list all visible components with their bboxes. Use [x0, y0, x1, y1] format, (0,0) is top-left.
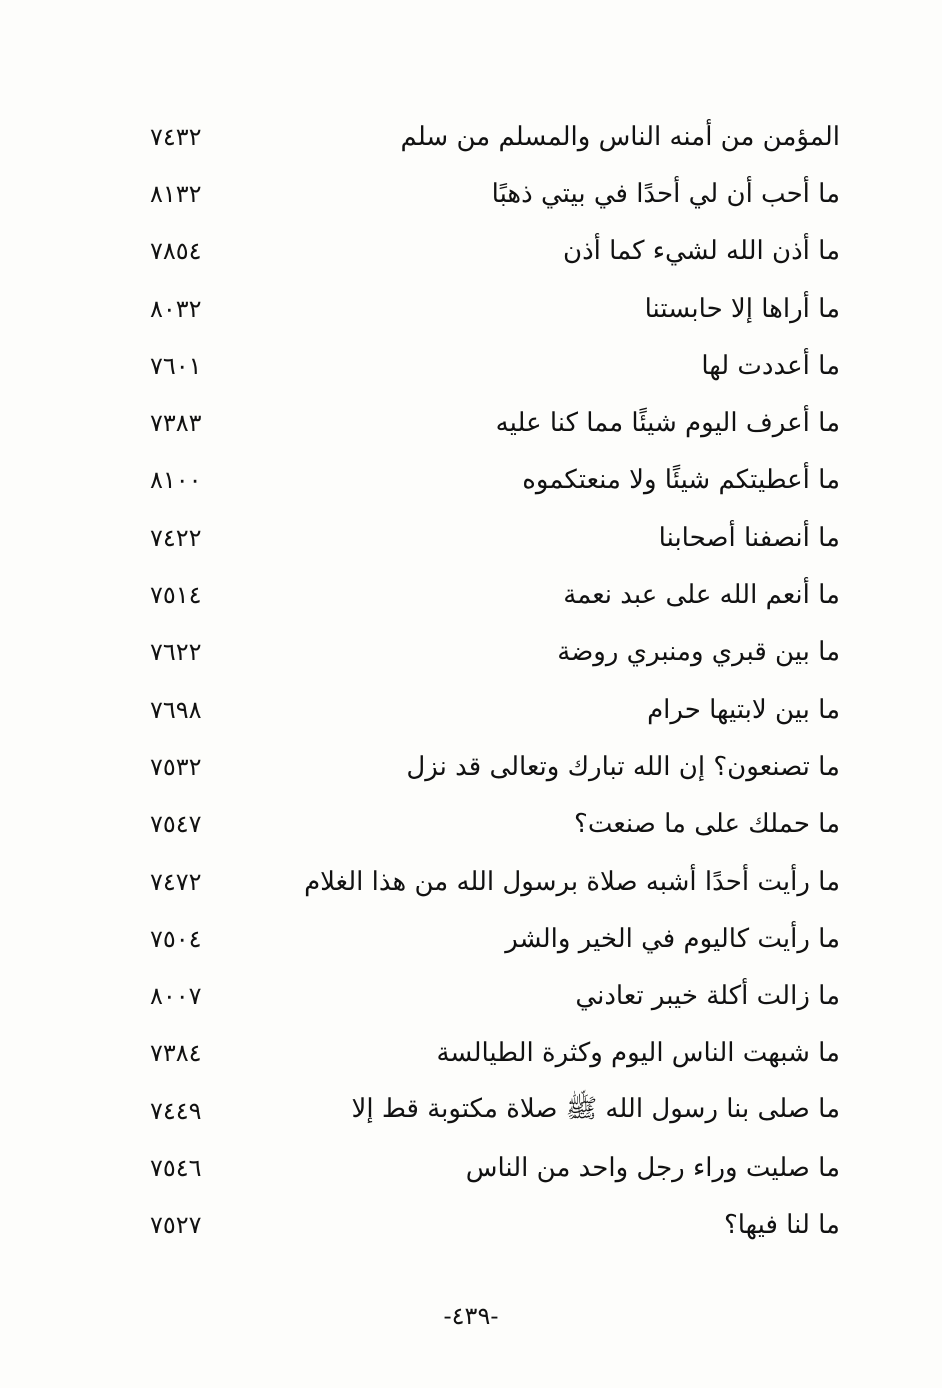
- index-entry: [150, 681, 840, 738]
- index-entry: [150, 738, 840, 795]
- entry-phrase: ما زالت أكلة خيبر تعادني: [575, 981, 840, 1012]
- entry-number: ٨١٠٠: [150, 466, 202, 495]
- entry-number: ٧٥٣٢: [150, 752, 202, 781]
- index-entry: [150, 566, 840, 623]
- entry-phrase: ما صليت وراء رجل واحد من الناس: [465, 1152, 840, 1183]
- entry-number: ٧٣٨٣: [150, 409, 202, 438]
- index-entry: [150, 223, 840, 280]
- index-entry: [150, 796, 840, 853]
- entry-number: ٨٠٠٧: [150, 982, 202, 1011]
- entry-number: ٧٨٥٤: [150, 237, 202, 266]
- index-entry: [150, 280, 840, 337]
- entry-number: ٧٥٠٤: [150, 924, 202, 953]
- entry-phrase: ما رأيت كاليوم في الخير والشر: [505, 923, 840, 954]
- entry-phrase: ما أراها إلا حابستنا: [644, 293, 840, 324]
- index-entry: [150, 967, 840, 1024]
- entry-phrase: ما أحب أن لي أحدًا في بيتي ذهبًا: [491, 178, 840, 209]
- entry-number: ٧٥٤٧: [150, 810, 202, 839]
- entry-number: ٧٤٤٩: [150, 1096, 202, 1125]
- entry-number: ٧٥٢٧: [150, 1211, 202, 1240]
- index-entry: [150, 509, 840, 566]
- entry-number: ٧٦٢٢: [150, 638, 202, 667]
- entry-phrase: ما أذن الله لشيء كما أذن: [563, 236, 840, 267]
- entry-number: ٧٦٩٨: [150, 695, 202, 724]
- index-entry: [150, 1139, 840, 1196]
- entry-number: ٧٦٠١: [150, 351, 202, 380]
- entry-number: ٨٠٣٢: [150, 294, 202, 323]
- index-entry: [150, 853, 840, 910]
- entry-phrase: ما حملك على ما صنعت؟: [574, 809, 840, 840]
- entry-phrase: ما تصنعون؟ إن الله تبارك وتعالى قد نزل: [406, 751, 840, 782]
- entry-phrase: ما بين قبري ومنبري روضة: [557, 637, 840, 668]
- entry-number: ٧٥٤٦: [150, 1153, 202, 1182]
- index-entry: [150, 910, 840, 967]
- index-entry: [150, 1025, 840, 1082]
- entry-number: ٧٣٨٤: [150, 1039, 202, 1068]
- index-entry: [150, 165, 840, 222]
- entry-phrase: ما صلى بنا رسول الله ﷺ صلاة مكتوبة قط إلا: [351, 1093, 840, 1124]
- index-entry: [150, 1082, 840, 1139]
- entry-phrase: ما بين لابتيها حرام: [647, 694, 840, 725]
- entry-phrase: ما رأيت أحدًا أشبه صلاة برسول الله من هذا الغلام: [304, 866, 840, 897]
- index-entry: [150, 394, 840, 451]
- entry-number: ٧٤٧٢: [150, 867, 202, 896]
- entry-phrase: ما لنا فيها؟: [723, 1210, 840, 1241]
- page-number: -٤٣٩-: [443, 1302, 499, 1330]
- index-entry: [150, 108, 840, 165]
- index-entry: [150, 337, 840, 394]
- entry-number: ٧٤٣٢: [150, 122, 202, 151]
- index-entry: [150, 1197, 840, 1254]
- index-list: [150, 108, 840, 1254]
- entry-phrase: ما أعددت لها: [701, 350, 840, 381]
- entry-phrase: المؤمن من أمنه الناس والمسلم من سلم: [400, 121, 840, 152]
- entry-number: ٧٤٢٢: [150, 523, 202, 552]
- entry-number: ٨١٣٢: [150, 179, 202, 208]
- entry-phrase: ما أعرف اليوم شيئًا مما كنا عليه: [495, 408, 840, 439]
- entry-phrase: ما شبهت الناس اليوم وكثرة الطيالسة: [436, 1038, 840, 1069]
- entry-phrase: ما أنصفنا أصحابنا: [658, 522, 840, 553]
- entry-phrase: ما أعطيتكم شيئًا ولا منعتكموه: [522, 465, 840, 496]
- index-entry: [150, 624, 840, 681]
- index-entry: [150, 452, 840, 509]
- entry-number: ٧٥١٤: [150, 581, 202, 610]
- entry-phrase: ما أنعم الله على عبد نعمة: [563, 580, 840, 611]
